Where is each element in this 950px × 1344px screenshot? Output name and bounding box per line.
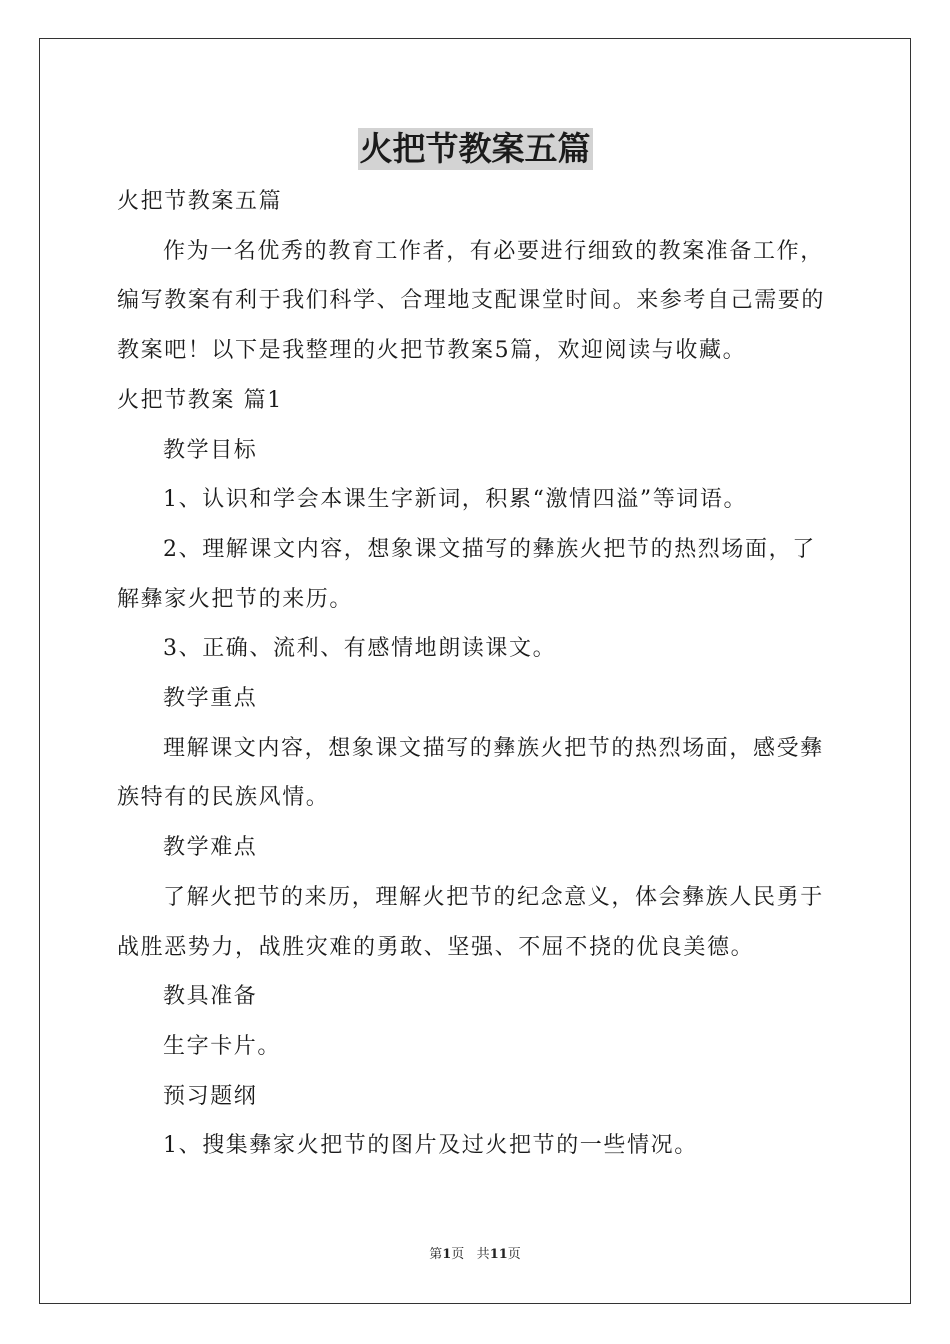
body-paragraph: 教具准备	[163, 984, 258, 1010]
body-paragraph: 教学难点	[163, 835, 258, 861]
body-paragraph: 了解火把节的来历，理解火把节的纪念意义，体会彝族人民勇于战胜恶势力，战胜灾难的勇敢、坚强、不屈不挠的优良美德。	[117, 884, 824, 960]
body-paragraph: 生字卡片。	[163, 1033, 282, 1059]
page-footer	[0, 1246, 950, 1264]
footer-prefix: 第	[429, 1247, 443, 1262]
body-paragraph: 作为一名优秀的教育工作者，有必要进行细致的教案准备工作，编写教案有利于我们科学、合理地支配课堂时间。来参考自己需要的教案吧！以下是我整理的火把节教案5篇，欢迎阅读与收藏。	[117, 238, 826, 364]
body-paragraph: 教学目标	[163, 437, 258, 463]
document-body	[117, 177, 833, 1171]
title-container	[0, 128, 950, 170]
body-paragraph: 预习题纲	[163, 1083, 258, 1109]
footer-total-suffix: 页	[507, 1247, 521, 1262]
document-title: 火把节教案五篇	[359, 129, 591, 168]
body-paragraph: 2、理解课文内容，想象课文描写的彝族火把节的热烈场面，了解彝家火把节的来历。	[117, 536, 816, 612]
footer-page-suffix: 页	[451, 1247, 465, 1262]
body-paragraph: 1、认识和学会本课生字新词，积累“激情四溢”等词语。	[163, 487, 748, 513]
body-paragraph: 火把节教案五篇	[117, 189, 283, 214]
body-paragraph: 1、搜集彝家火把节的图片及过火把节的一些情况。	[163, 1133, 698, 1159]
body-paragraph: 3、正确、流利、有感情地朗读课文。	[163, 636, 557, 662]
footer-page-number: 1	[442, 1247, 452, 1262]
body-paragraph: 理解课文内容，想象课文描写的彝族火把节的热烈场面，感受彝族特有的民族风情。	[117, 735, 824, 811]
body-paragraph: 火把节教案 篇1	[117, 387, 283, 413]
footer-total-pages: 11	[489, 1247, 508, 1262]
body-paragraph: 教学重点	[163, 686, 258, 712]
footer-total-prefix: 共	[476, 1247, 490, 1262]
